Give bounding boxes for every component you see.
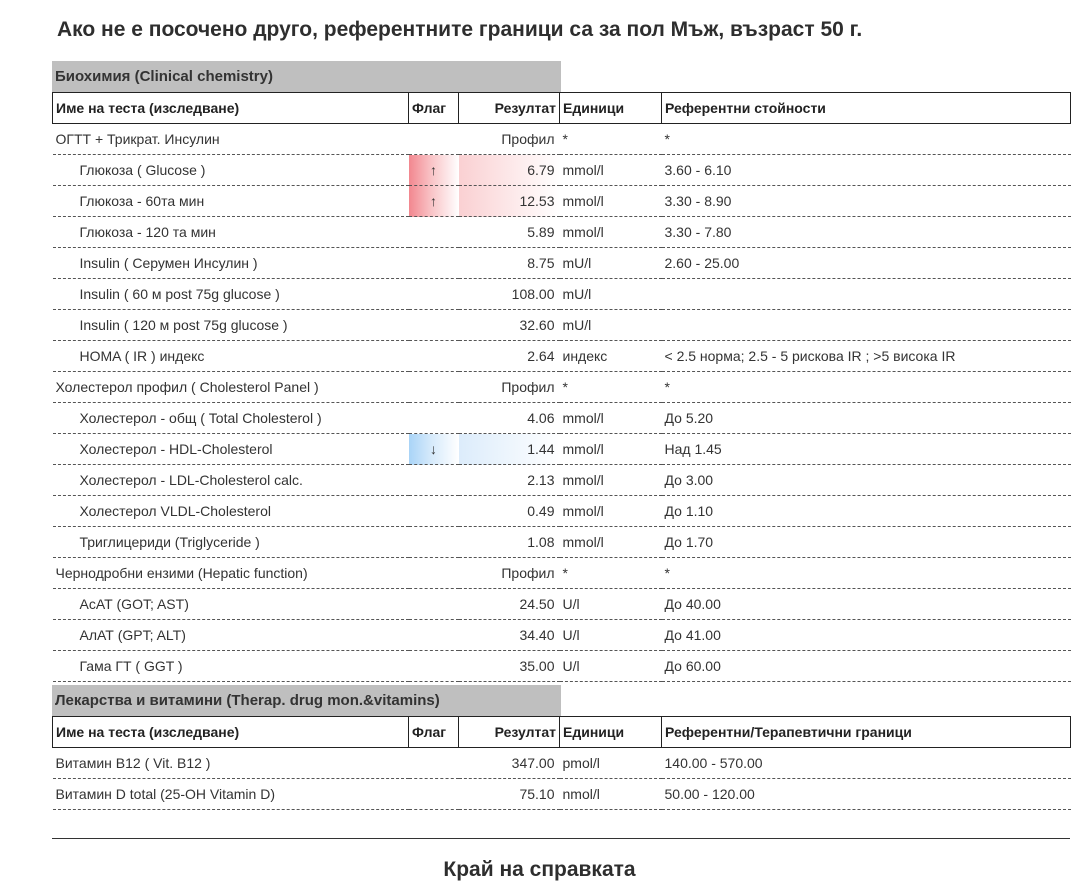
- section-title: Лекарства и витамини (Therap. drug mon.&vitamins): [52, 685, 561, 716]
- test-name: Витамин D total (25-OH Vitamin D): [53, 779, 409, 810]
- results-table: [52, 92, 1071, 682]
- result-value: 8.75: [459, 248, 560, 279]
- flag-high-icon: ↑: [409, 186, 459, 217]
- result-value: Профил: [459, 372, 560, 403]
- unit: nmol/l: [560, 779, 662, 810]
- unit: mU/l: [560, 248, 662, 279]
- flag-cell: [409, 403, 459, 434]
- report-end-title: Край на справката: [443, 858, 636, 881]
- test-name: Глюкоза - 60та мин: [53, 186, 409, 217]
- table-row: [53, 558, 1071, 589]
- reference-range: 2.60 - 25.00: [662, 248, 1071, 279]
- result-value: 347.00: [459, 748, 560, 779]
- flag-cell: [409, 558, 459, 589]
- col-reference: Референтни/Терапевтични граници: [662, 717, 1071, 748]
- flag-low-icon: ↓: [409, 434, 459, 465]
- col-result: Резултат: [459, 717, 560, 748]
- table-row: [53, 372, 1071, 403]
- reference-range: До 60.00: [662, 651, 1071, 682]
- result-value: 34.40: [459, 620, 560, 651]
- flag-cell: [409, 589, 459, 620]
- test-name: HOMA ( IR ) индекс: [53, 341, 409, 372]
- unit: mmol/l: [560, 186, 662, 217]
- flag-cell: [409, 779, 459, 810]
- flag-cell: [409, 620, 459, 651]
- table-header-row: [53, 93, 1071, 124]
- test-name: Триглицериди (Triglyceride ): [53, 527, 409, 558]
- table-row: [53, 155, 1071, 186]
- table-row: [53, 748, 1071, 779]
- results-table: [52, 716, 1071, 810]
- test-name: Глюкоза - 120 та мин: [53, 217, 409, 248]
- test-name: Холестерол - LDL-Cholesterol calc.: [53, 465, 409, 496]
- unit: mmol/l: [560, 403, 662, 434]
- reference-range: До 1.70: [662, 527, 1071, 558]
- flag-cell: [409, 124, 459, 155]
- flag-cell: [409, 651, 459, 682]
- test-name: Insulin ( 120 м post 75g glucose ): [53, 310, 409, 341]
- unit: mmol/l: [560, 465, 662, 496]
- result-value: 6.79: [459, 155, 560, 186]
- reference-range: До 40.00: [662, 589, 1071, 620]
- table-row: [53, 403, 1071, 434]
- unit: mmol/l: [560, 155, 662, 186]
- flag-cell: [409, 465, 459, 496]
- result-value: 24.50: [459, 589, 560, 620]
- reference-range: < 2.5 норма; 2.5 - 5 рискова IR ; >5 висока IR: [662, 341, 1071, 372]
- col-result: Резултат: [459, 93, 560, 124]
- table-row: [53, 186, 1071, 217]
- col-reference: Референтни стойности: [662, 93, 1071, 124]
- flag-cell: [409, 248, 459, 279]
- unit: mmol/l: [560, 527, 662, 558]
- reference-range: *: [662, 558, 1071, 589]
- test-name: Глюкоза ( Glucose ): [53, 155, 409, 186]
- test-name: Холестерол - общ ( Total Cholesterol ): [53, 403, 409, 434]
- table-row: [53, 434, 1071, 465]
- drugs-vitamins-section: [52, 685, 1070, 810]
- reference-range: До 41.00: [662, 620, 1071, 651]
- result-value: Профил: [459, 558, 560, 589]
- col-units: Единици: [560, 717, 662, 748]
- reference-range: 140.00 - 570.00: [662, 748, 1071, 779]
- test-name: Чернодробни ензими (Hepatic function): [53, 558, 409, 589]
- unit: mmol/l: [560, 217, 662, 248]
- result-value: 2.13: [459, 465, 560, 496]
- reference-range: До 3.00: [662, 465, 1071, 496]
- reference-range: 3.30 - 8.90: [662, 186, 1071, 217]
- table-row: [53, 589, 1071, 620]
- result-value: 1.44: [459, 434, 560, 465]
- result-value: 4.06: [459, 403, 560, 434]
- reference-range: [662, 310, 1071, 341]
- table-row: [53, 496, 1071, 527]
- unit: *: [560, 124, 662, 155]
- unit: U/l: [560, 620, 662, 651]
- reference-range: 3.30 - 7.80: [662, 217, 1071, 248]
- unit: mmol/l: [560, 496, 662, 527]
- result-value: 12.53: [459, 186, 560, 217]
- table-row: [53, 779, 1071, 810]
- unit: mU/l: [560, 279, 662, 310]
- test-name: Холестерол VLDL-Cholesterol: [53, 496, 409, 527]
- unit: mU/l: [560, 310, 662, 341]
- page-title: Ако не е посочено друго, референтните граници са за пол Мъж, възраст 50 г.: [57, 18, 863, 41]
- result-value: 108.00: [459, 279, 560, 310]
- clinical-chemistry-section: [52, 61, 1070, 682]
- unit: pmol/l: [560, 748, 662, 779]
- flag-cell: [409, 341, 459, 372]
- result-value: 35.00: [459, 651, 560, 682]
- reference-range: До 1.10: [662, 496, 1071, 527]
- flag-high-icon: ↑: [409, 155, 459, 186]
- test-name: Insulin ( 60 м post 75g glucose ): [53, 279, 409, 310]
- unit: U/l: [560, 651, 662, 682]
- test-name: ОГТТ + Трикрат. Инсулин: [53, 124, 409, 155]
- table-row: [53, 651, 1071, 682]
- table-row: [53, 465, 1071, 496]
- reference-range: 3.60 - 6.10: [662, 155, 1071, 186]
- flag-cell: [409, 372, 459, 403]
- col-flag: Флаг: [409, 93, 459, 124]
- table-row: [53, 217, 1071, 248]
- test-name: Холестерол - HDL-Cholesterol: [53, 434, 409, 465]
- unit: mmol/l: [560, 434, 662, 465]
- col-test-name: Име на теста (изследване): [53, 717, 409, 748]
- flag-cell: [409, 496, 459, 527]
- reference-range: [662, 279, 1071, 310]
- flag-cell: [409, 217, 459, 248]
- col-units: Единици: [560, 93, 662, 124]
- flag-cell: [409, 279, 459, 310]
- result-value: 5.89: [459, 217, 560, 248]
- reference-range: Над 1.45: [662, 434, 1071, 465]
- result-value: 32.60: [459, 310, 560, 341]
- unit: *: [560, 372, 662, 403]
- table-row: [53, 341, 1071, 372]
- test-name: АлАТ (GPT; ALT): [53, 620, 409, 651]
- reference-range: *: [662, 124, 1071, 155]
- table-row: [53, 620, 1071, 651]
- flag-cell: [409, 748, 459, 779]
- col-flag: Флаг: [409, 717, 459, 748]
- reference-range: До 5.20: [662, 403, 1071, 434]
- table-row: [53, 527, 1071, 558]
- result-value: Профил: [459, 124, 560, 155]
- test-name: Гама ГТ ( GGT ): [53, 651, 409, 682]
- footer-divider: [52, 838, 1070, 839]
- test-name: Insulin ( Серумен Инсулин ): [53, 248, 409, 279]
- result-value: 1.08: [459, 527, 560, 558]
- table-header-row: [53, 717, 1071, 748]
- table-row: [53, 279, 1071, 310]
- col-test-name: Име на теста (изследване): [53, 93, 409, 124]
- table-row: [53, 124, 1071, 155]
- unit: *: [560, 558, 662, 589]
- result-value: 0.49: [459, 496, 560, 527]
- test-name: АсАТ (GOT; AST): [53, 589, 409, 620]
- test-name: Холестерол профил ( Cholesterol Panel ): [53, 372, 409, 403]
- test-name: Витамин B12 ( Vit. B12 ): [53, 748, 409, 779]
- result-value: 2.64: [459, 341, 560, 372]
- reference-range: *: [662, 372, 1071, 403]
- table-row: [53, 248, 1071, 279]
- reference-range: 50.00 - 120.00: [662, 779, 1071, 810]
- flag-cell: [409, 527, 459, 558]
- table-row: [53, 310, 1071, 341]
- section-title: Биохимия (Clinical chemistry): [52, 61, 561, 92]
- unit: индекс: [560, 341, 662, 372]
- result-value: 75.10: [459, 779, 560, 810]
- unit: U/l: [560, 589, 662, 620]
- flag-cell: [409, 310, 459, 341]
